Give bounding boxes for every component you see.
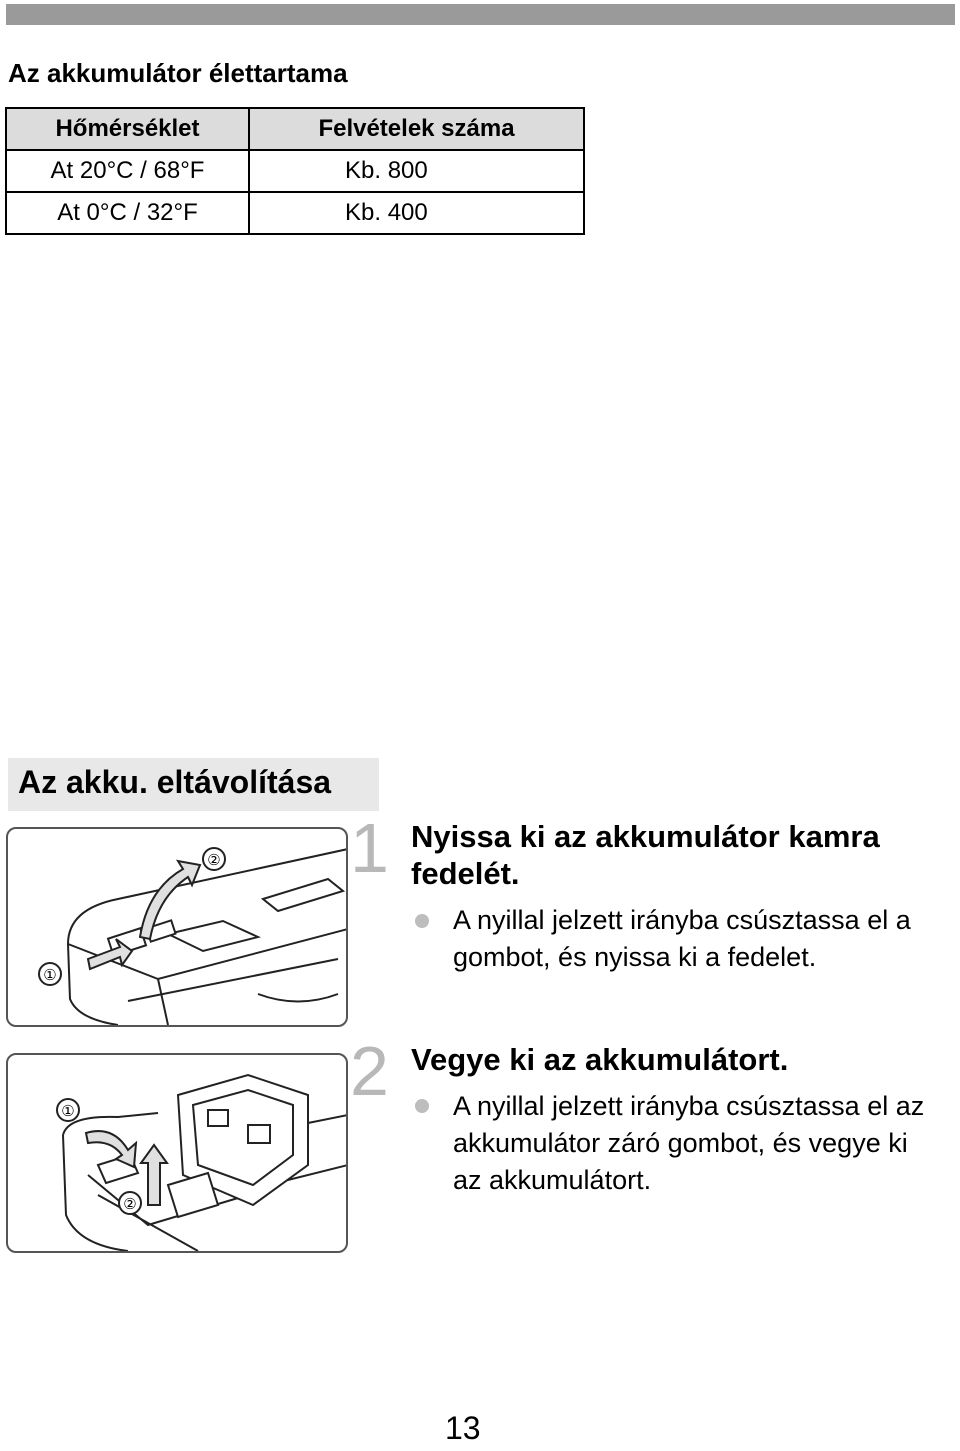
table-header-row	[6, 108, 584, 150]
step-2-title: Vegye ki az akkumulátort.	[411, 1042, 789, 1077]
removal-section-title: Az akku. eltávolítása	[18, 764, 332, 800]
page-number: 13	[445, 1410, 481, 1446]
bullet-icon	[415, 914, 429, 928]
battery-life-table	[5, 107, 585, 235]
table-header-temperature: Hőmérséklet	[6, 108, 249, 150]
step-2-instruction: A nyillal jelzett irányba csúsztassa el az akkumulátor záró gombot, és vegye ki az akkumulátort.	[453, 1091, 925, 1195]
illustration-remove-battery	[6, 1053, 348, 1253]
table-cell-shots: Kb. 400	[249, 192, 584, 234]
marker-two-label: ②	[123, 1196, 137, 1213]
step-2-number: 2	[350, 1032, 389, 1110]
marker-one-label: ①	[43, 967, 57, 984]
table-cell-shots: Kb. 800	[249, 150, 584, 192]
table-row	[6, 192, 584, 234]
step-1-title: Nyissa ki az akkumulátor kamra fedelét.	[411, 819, 880, 891]
table-header-shots: Felvételek száma	[249, 108, 584, 150]
camera-bottom-drawing	[8, 829, 346, 1025]
table-cell-temperature: At 0°C / 32°F	[6, 192, 249, 234]
removal-section-header	[8, 758, 379, 811]
table-row	[6, 150, 584, 192]
header-bar	[6, 4, 955, 25]
battery-life-title: Az akkumulátor élettartama	[8, 58, 348, 88]
bullet-icon	[415, 1099, 429, 1113]
marker-two-label: ②	[207, 852, 221, 869]
table-cell-temperature: At 20°C / 68°F	[6, 150, 249, 192]
step-1-number: 1	[350, 809, 389, 887]
marker-one-label: ①	[61, 1103, 75, 1120]
step-1-instruction: A nyillal jelzett irányba csúsztassa el a gombot, és nyissa ki a fedelet.	[453, 905, 911, 972]
battery-removal-drawing	[8, 1055, 346, 1251]
illustration-open-cover	[6, 827, 348, 1027]
